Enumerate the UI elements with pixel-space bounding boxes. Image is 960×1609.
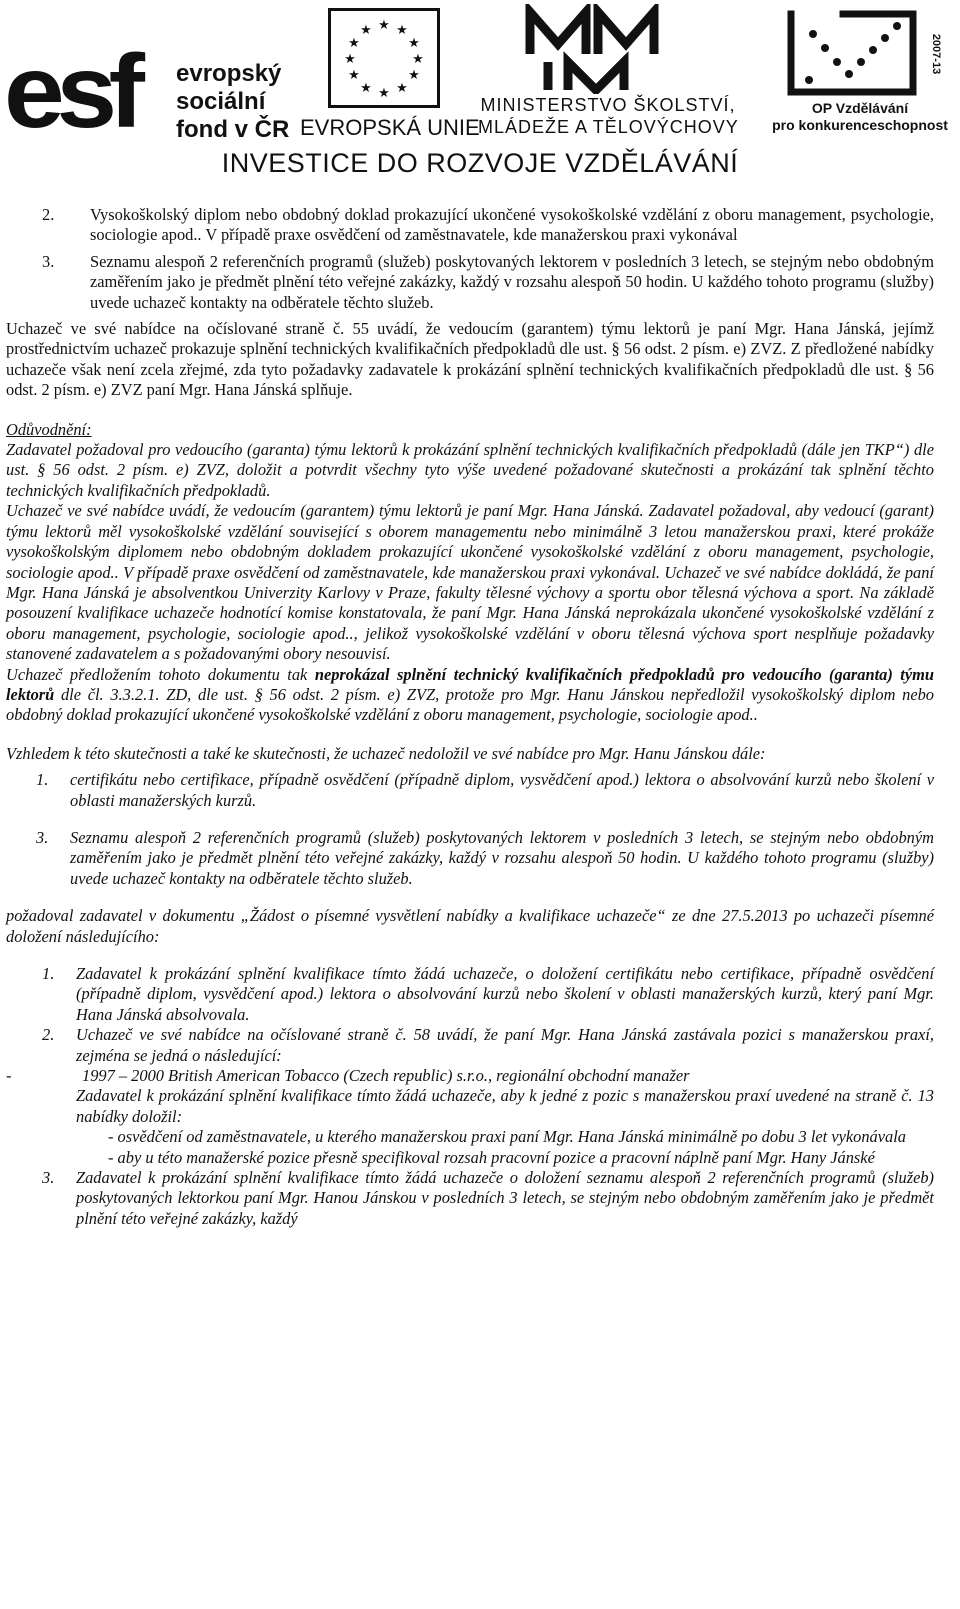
svg-text:★: ★ bbox=[344, 52, 356, 67]
sub-list-item: - aby u této manažerské pozice přesně specifikoval rozsah pracovní pozice a pracovní náplně paní Mgr. Hany Jánské bbox=[108, 1147, 875, 1167]
paragraph: Vzhledem k této skutečnosti a také ke skutečnosti, že uchazeč nedoložil ve své nabídce pro Mgr. Hanu Jánskou dále: bbox=[6, 743, 766, 763]
list-item bbox=[42, 1025, 934, 1066]
op-line-1: OP Vzdělávání bbox=[811, 100, 909, 116]
list-item bbox=[42, 1168, 934, 1229]
msmt-mark-icon bbox=[518, 4, 668, 94]
reasoning-heading: Odůvodnění: bbox=[6, 419, 92, 439]
paragraph: požadoval zadavatel v dokumentu „Žádost o písemné vysvětlení nabídky a kvalifikace uchazeče“ ze dne 27.5.2013 po uchazeči písemné doložení následujícího: bbox=[6, 906, 934, 946]
eu-logo bbox=[300, 8, 480, 153]
svg-text:★: ★ bbox=[348, 68, 360, 83]
svg-text:★: ★ bbox=[396, 81, 408, 96]
op-text bbox=[765, 100, 955, 134]
list-text: Zadavatel k prokázání splnění kvalifikace tímto žádá uchazeče, o doložení certifikátu nebo certifikace, případně osvědčení (případně diplom, vysvědčení apod.) lektora o absolvování kurzů nebo školení v oblasti manažerských kurzů, který paní Mgr. Hana Jánská absolvovala. bbox=[76, 964, 934, 1024]
svg-text:★: ★ bbox=[360, 23, 372, 38]
list-number: 1. bbox=[36, 770, 49, 790]
svg-text:★: ★ bbox=[408, 68, 420, 83]
list-item bbox=[36, 828, 934, 889]
list-item bbox=[36, 770, 934, 811]
list-item bbox=[42, 252, 934, 313]
svg-text:★: ★ bbox=[348, 36, 360, 51]
list-number: 3. bbox=[36, 827, 49, 847]
esf-logo-mark: esf bbox=[4, 34, 137, 150]
list-number: 2. bbox=[42, 205, 55, 224]
text-span: Uchazeč předložením tohoto dokumentu tak bbox=[6, 664, 315, 684]
svg-text:★: ★ bbox=[378, 86, 390, 101]
paragraph: Uchazeč ve své nabídce uvádí, že vedoucím (garantem) týmu lektorů je paní Mgr. Hana Jánská. Zadavatel požadoval, aby vedoucí (garant) týmu lektorů měl vysokoškolské vzdělání související s oborem managementu nebo minimálně 3 letou manažerskou praxi, které prokáže vysokoškolským diplomem nebo obdobným dokladem prokazující ukončené vysokoškolské vzdělání z oboru management, psychologie, sociologie apod.. V případě praxe osvědčení od zaměstnavatele, kde manažerskou praxi vykonával. Uchazeč ve své nabídce dokládá, že paní Mgr. Hana Jánská je absolventkou Univerzity Karlovy v Praze, fakulty tělesné výchovy a sportu obor tělesná výchova a sport. Na základě posouzení kvalifikace uchazeče hodnotící komise konstatovala, že paní Mgr. Hana Jánská neprokázala ukončené vysokoškolské vzdělání z oboru management, psychologie, sociologie apod.., jelikož vysokoškolské vzdělání v oboru tělesná výchova sport nesplňuje požadavky stanovené zadavatelem a s požadovanými obory nesouvisí. bbox=[6, 501, 934, 664]
list-text: Seznamu alespoň 2 referenčních programů (služeb) poskytovaných lektorem v posledních 3 letech, se stejným nebo obdobným zaměřením jako je předmět plnění této veřejné zakázky, každý v rozsahu alespoň 50 hodin. U každého tohoto programu (služby) uvede uchazeč kontakty na odběratele těchto služeb. bbox=[70, 827, 934, 888]
paragraph: Zadavatel k prokázání splnění kvalifikace tímto žádá uchazeče, aby k jedné z pozic s manažerskou praxí uvedené na straně č. 13 nabídky doložil: bbox=[76, 1086, 934, 1126]
list-text: certifikátu nebo certifikace, případně osvědčení (případně diplom, vysvědčení apod.) lektora o absolvování kurzů nebo školení v oblasti manažerských kurzů. bbox=[70, 770, 934, 810]
svg-text:★: ★ bbox=[360, 81, 372, 96]
eu-label: EVROPSKÁ UNIE bbox=[300, 115, 480, 140]
list-number: 3. bbox=[42, 1168, 55, 1188]
esf-logo bbox=[4, 12, 294, 152]
eu-flag-icon bbox=[328, 8, 440, 108]
msmt-logo bbox=[478, 4, 738, 154]
list-text: Vysokoškolský diplom nebo obdobný doklad prokazující ukončené vysokoškolské vzdělání z oboru management, psychologie, sociologie apod.. V případě praxe osvědčení od zaměstnavatele, kde manažerskou praxi vykonával bbox=[90, 205, 934, 245]
esf-line-2: sociální bbox=[176, 88, 266, 115]
op-logo bbox=[765, 4, 955, 154]
list-item bbox=[42, 964, 934, 1025]
esf-line-3: fond v ČR bbox=[176, 116, 290, 143]
reasoning-section bbox=[6, 420, 934, 1230]
investment-banner: INVESTICE DO ROZVOJE VZDĚLÁVÁNÍ bbox=[221, 148, 739, 178]
sub-list-item: - osvědčení od zaměstnavatele, u kterého manažerskou praxi paní Mgr. Hana Jánská minimálně po dobu 3 let vykonávala bbox=[108, 1127, 906, 1147]
svg-text:★: ★ bbox=[412, 52, 424, 67]
list-text: Seznamu alespoň 2 referenčních programů (služeb) poskytovaných lektorem v posledních 3 letech, se stejným nebo obdobným zaměřením jako je předmět plnění této veřejné zakázky, každý v rozsahu alespoň 50 hodin. U každého tohoto programu (služby) uvede uchazeč kontakty na odběratele těchto služeb. bbox=[90, 251, 934, 312]
bold-text: neprokázal splnění technický kvalifikačních předpokladů pro vedoucího (garanta) týmu lektorů bbox=[6, 664, 934, 704]
paragraph: Uchazeč ve své nabídce na očíslované straně č. 55 uvádí, že vedoucím (garantem) týmu lektorů je paní Mgr. Hana Jánská, jejímž prostřednictvím uchazeč prokazuje splnění technických kvalifikačních předpokladů dle ust. § 56 odst. 2 písm. e) ZVZ. Z předložené nabídky uchazeče však není zcela zřejmé, zda tyto požadavky zadavatele k prokázání splnění technických kvalifikačních předpokladů dle ust. § 56 odst. 2 písm. e) ZVZ paní Mgr. Hana Jánská splňuje. bbox=[6, 319, 934, 400]
list-text: Zadavatel k prokázání splnění kvalifikace tímto žádá uchazeče o doložení seznamu alespoň 2 referenčních programů (služeb) poskytovaných lektorkou paní Mgr. Hanou Jánskou v posledních 3 letech, se stejným nebo obdobným zaměřením jako je předmět plnění této veřejné zakázky, každý bbox=[76, 1168, 934, 1228]
list-number: 1. bbox=[42, 964, 55, 983]
svg-text:★: ★ bbox=[408, 36, 420, 51]
svg-text:★: ★ bbox=[396, 23, 408, 38]
esf-line-1: evropský bbox=[176, 60, 282, 87]
op-years: 2007-13 bbox=[930, 33, 942, 75]
list-number: 3. bbox=[42, 251, 55, 271]
msmt-text bbox=[478, 94, 738, 138]
msmt-line-2: MLÁDEŽE A TĚLOVÝCHOVY bbox=[478, 117, 739, 137]
msmt-line-1: MINISTERSTVO ŠKOLSTVÍ, bbox=[480, 95, 736, 115]
list-text: 1997 – 2000 British American Tobacco (Czech republic) s.r.o., regionální obchodní manažer bbox=[82, 1066, 690, 1086]
header-logos bbox=[0, 0, 960, 190]
op-mark-icon bbox=[783, 4, 948, 99]
paragraph: Zadavatel požadoval pro vedoucího (garanta) týmu lektorů k prokázání splnění technických kvalifikačních předpokladů (dále jen TKP“) dle ust. § 56 odst. 2 písm. e) ZVZ, doložit a potvrdit všechny tyto výše uvedené požadované skutečnosti a prokázání tak splnění těchto technických kvalifikačních předpokladů. bbox=[6, 440, 934, 500]
svg-text:★: ★ bbox=[378, 18, 390, 33]
list-item bbox=[6, 1066, 934, 1086]
list-item bbox=[42, 205, 934, 246]
text-span: dle čl. 3.3.2.1. ZD, dle ust. § 56 odst. 2 písm. e) ZVZ, protože pro Mgr. Hanu Jánskou nepředložil vysokoškolský diplom nebo obdobný doklad prokazující ukončené vysokoškolské vzdělání z oboru management, psychologie, sociologie apod.. bbox=[6, 684, 934, 725]
op-line-2: pro konkurenceschopnost bbox=[772, 117, 948, 133]
esf-logo-text bbox=[176, 60, 289, 144]
list-number: 2. bbox=[42, 1025, 55, 1045]
document-body bbox=[6, 205, 934, 1229]
dash-marker: - bbox=[6, 1066, 12, 1086]
paragraph bbox=[6, 665, 934, 726]
list-text: Uchazeč ve své nabídce na očíslované straně č. 58 uvádí, že paní Mgr. Hana Jánská zastávala pozici s manažerskou praxí, zejména se jedná o následující: bbox=[76, 1025, 934, 1065]
